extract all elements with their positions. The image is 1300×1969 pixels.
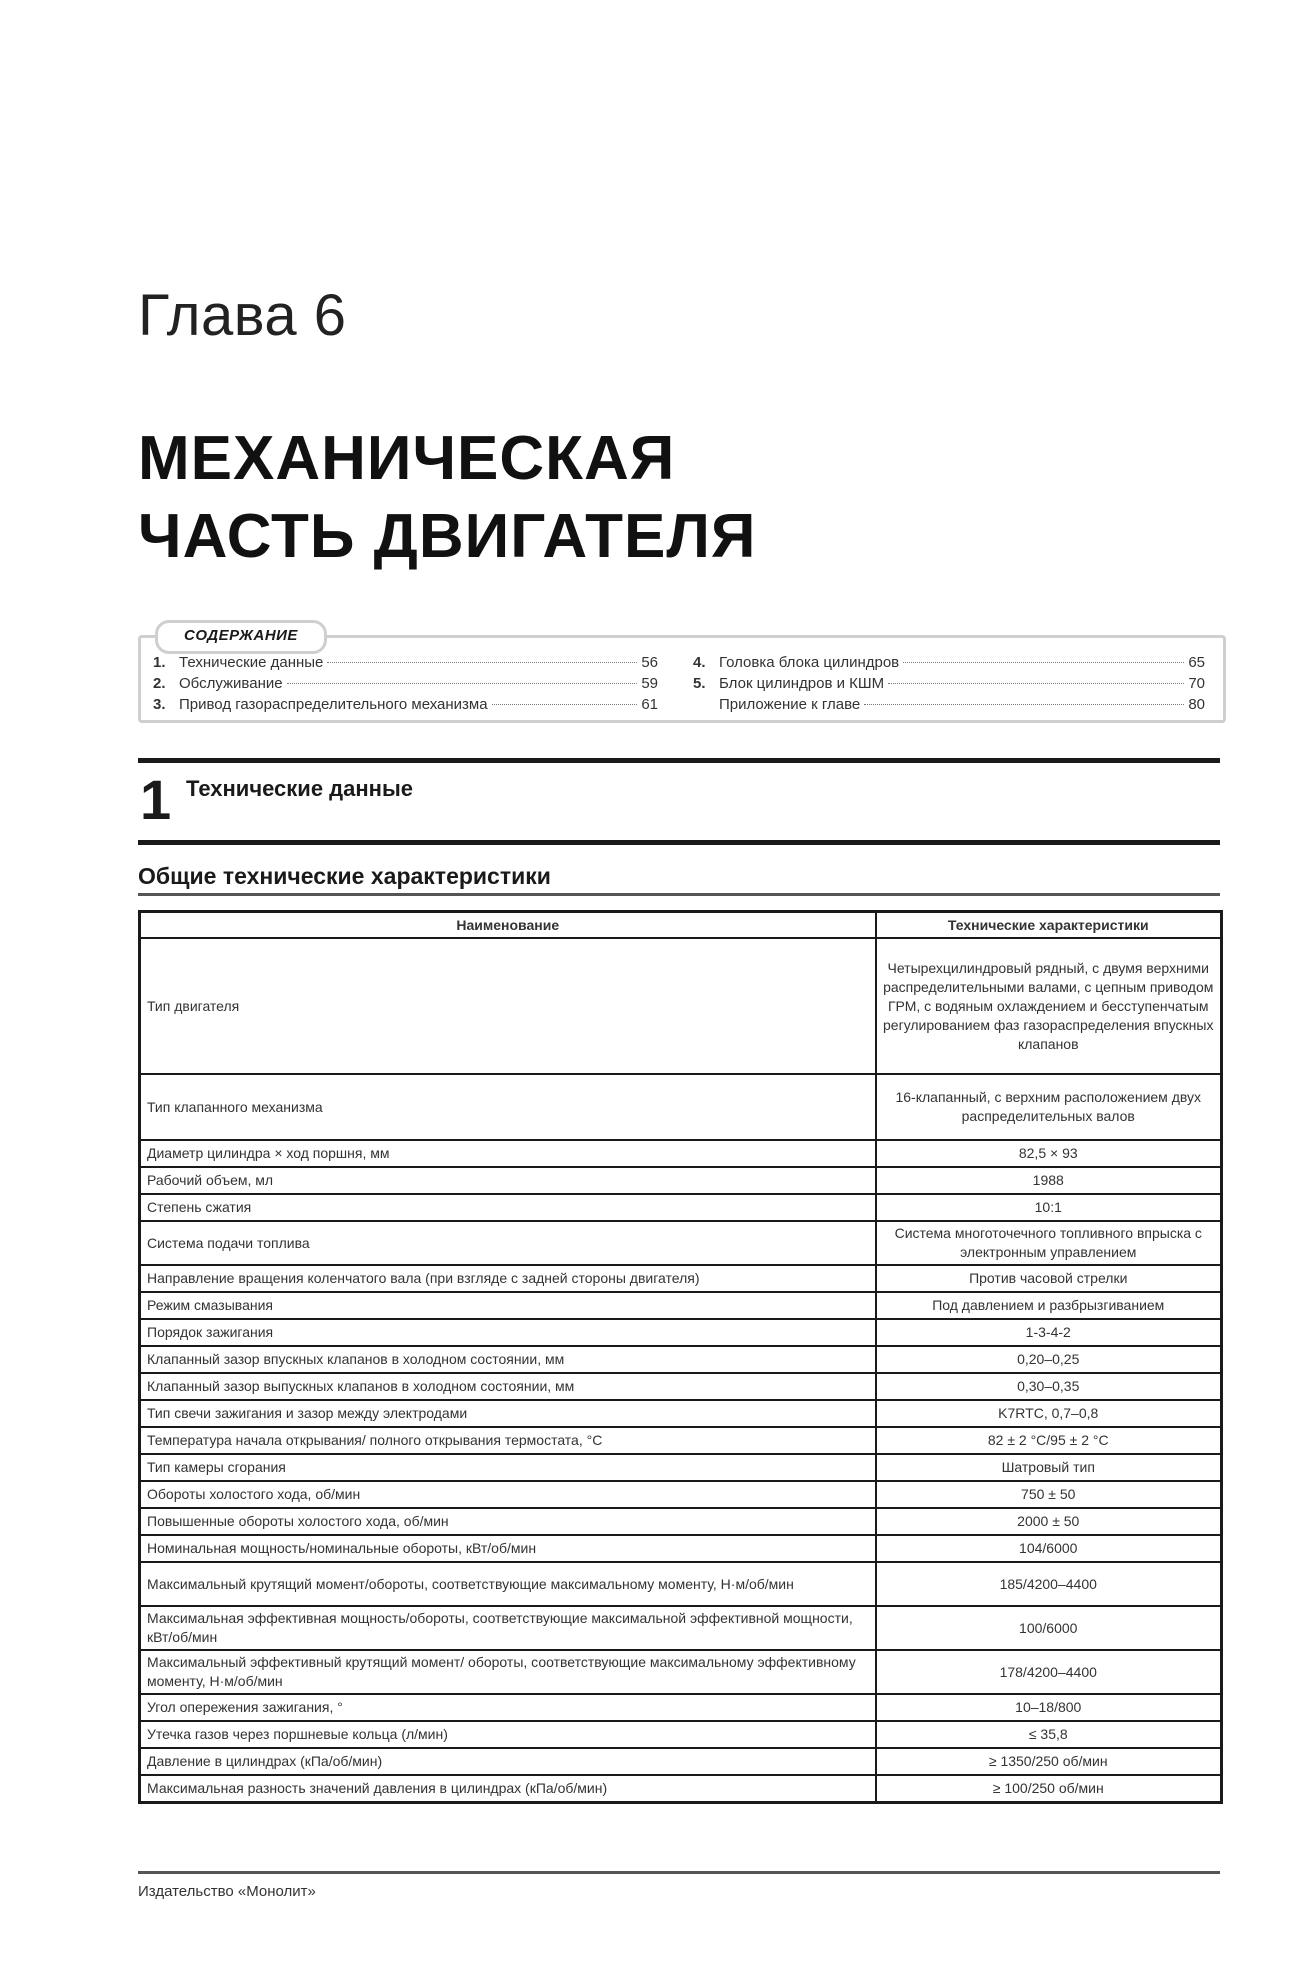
contents-right-column: [693, 652, 1205, 715]
chapter-title-line2: ЧАСТЬ ДВИГАТЕЛЯ: [138, 502, 757, 571]
chapter-label: Глава 6: [138, 283, 347, 348]
contents-item-number: 4.: [693, 654, 706, 671]
contents-item-page: 70: [1188, 675, 1205, 692]
table-row: [140, 1721, 1222, 1748]
contents-left-column: [153, 652, 658, 715]
table-cell-value: 82 ± 2 °C/95 ± 2 °C: [876, 1427, 1222, 1454]
subsection-rule: [138, 893, 1220, 896]
table-cell-name: Температура начала открывания/ полного открывания термостата, °C: [140, 1427, 876, 1454]
table-cell-name: Диаметр цилиндра × ход поршня, мм: [140, 1140, 876, 1167]
table-cell-name: Направление вращения коленчатого вала (при взгляде с задней стороны двигателя): [140, 1265, 876, 1292]
footer-rule: [138, 1871, 1220, 1874]
table-cell-value: 2000 ± 50: [876, 1508, 1222, 1535]
table-row: [140, 1074, 1222, 1140]
table-cell-value: 16-клапанный, с верхним расположением двух распределительных валов: [876, 1074, 1222, 1140]
table-cell-name: Тип свечи зажигания и зазор между электродами: [140, 1400, 876, 1427]
contents-item-page: 59: [641, 675, 658, 692]
table-row: [140, 1508, 1222, 1535]
spec-table-body: [140, 938, 1222, 1802]
table-row: [140, 1292, 1222, 1319]
contents-box: [138, 627, 1226, 723]
table-cell-value: 178/4200–4400: [876, 1650, 1222, 1694]
table-header-row: [140, 912, 1222, 939]
column-header-value: Технические характеристики: [876, 912, 1222, 939]
table-cell-value: Четырехцилиндровый рядный, с двумя верхними распределительными валами, с цепным приводом ГРМ, с водяным охлаждением и бесступенчатым регулированием фаз газораспределения впускных клапанов: [876, 938, 1222, 1074]
table-row: [140, 1319, 1222, 1346]
table-cell-value: 1-3-4-2: [876, 1319, 1222, 1346]
table-row: [140, 1650, 1222, 1694]
contents-leader-dots: [888, 683, 1184, 684]
table-cell-value: 750 ± 50: [876, 1481, 1222, 1508]
contents-item[interactable]: [153, 673, 658, 694]
section-rule-bottom: [138, 840, 1220, 845]
table-cell-name: Порядок зажигания: [140, 1319, 876, 1346]
table-cell-name: Максимальная разность значений давления в цилиндрах (кПа/об/мин): [140, 1775, 876, 1802]
table-cell-value: 100/6000: [876, 1606, 1222, 1650]
table-cell-value: ≥ 1350/250 об/мин: [876, 1748, 1222, 1775]
table-cell-value: Система многоточечного топливного впрыска с электронным управлением: [876, 1221, 1222, 1265]
table-row: [140, 1427, 1222, 1454]
table-cell-name: Клапанный зазор выпускных клапанов в холодном состоянии, мм: [140, 1373, 876, 1400]
contents-item-label: Привод газораспределительного механизма: [179, 696, 488, 713]
contents-item-label: Головка блока цилиндров: [719, 654, 900, 671]
table-cell-value: 0,30–0,35: [876, 1373, 1222, 1400]
table-row: [140, 1562, 1222, 1606]
table-cell-value: 104/6000: [876, 1535, 1222, 1562]
table-cell-value: 10:1: [876, 1194, 1222, 1221]
contents-item[interactable]: [693, 673, 1205, 694]
table-cell-name: Максимальный крутящий момент/обороты, соответствующие максимальному моменту, Н·м/об/мин: [140, 1562, 876, 1606]
contents-item[interactable]: [153, 694, 658, 715]
table-cell-name: Максимальная эффективная мощность/обороты, соответствующие максимальной эффективной мощности, кВт/об/мин: [140, 1606, 876, 1650]
table-cell-name: Тип камеры сгорания: [140, 1454, 876, 1481]
table-cell-name: Степень сжатия: [140, 1194, 876, 1221]
table-cell-name: Максимальный эффективный крутящий момент/ обороты, соответствующие максимальному эффективному моменту, Н·м/об/мин: [140, 1650, 876, 1694]
table-cell-name: Тип двигателя: [140, 938, 876, 1074]
table-row: [140, 1481, 1222, 1508]
contents-item-label: Обслуживание: [179, 675, 283, 692]
table-cell-name: Давление в цилиндрах (кПа/об/мин): [140, 1748, 876, 1775]
table-cell-value: ≥ 100/250 об/мин: [876, 1775, 1222, 1802]
contents-leader-dots: [864, 704, 1184, 705]
table-cell-name: Угол опережения зажигания, °: [140, 1694, 876, 1721]
contents-item-number: 3.: [153, 696, 166, 713]
table-row: [140, 1748, 1222, 1775]
contents-item-number: 2.: [153, 675, 166, 692]
table-row: [140, 1221, 1222, 1265]
table-row: [140, 1194, 1222, 1221]
contents-item[interactable]: [693, 694, 1205, 715]
table-row: [140, 1606, 1222, 1650]
contents-item[interactable]: [153, 652, 658, 673]
table-cell-value: 0,20–0,25: [876, 1346, 1222, 1373]
table-row: [140, 1775, 1222, 1802]
table-row: [140, 938, 1222, 1074]
table-cell-value: ≤ 35,8: [876, 1721, 1222, 1748]
subsection-title: Общие технические характеристики: [138, 863, 551, 889]
section-title: Технические данные: [186, 776, 413, 801]
table-row: [140, 1535, 1222, 1562]
contents-item-page: 80: [1188, 696, 1205, 713]
table-row: [140, 1694, 1222, 1721]
chapter-title-line1: МЕХАНИЧЕСКАЯ: [138, 424, 676, 493]
table-row: [140, 1454, 1222, 1481]
table-row: [140, 1400, 1222, 1427]
footer-publisher: Издательство «Монолит»: [138, 1883, 316, 1900]
contents-leader-dots: [287, 683, 638, 684]
table-row: [140, 1167, 1222, 1194]
table-cell-name: Режим смазывания: [140, 1292, 876, 1319]
table-cell-name: Обороты холостого хода, об/мин: [140, 1481, 876, 1508]
table-cell-value: 82,5 × 93: [876, 1140, 1222, 1167]
table-row: [140, 1140, 1222, 1167]
table-cell-name: Тип клапанного механизма: [140, 1074, 876, 1140]
table-cell-value: Против часовой стрелки: [876, 1265, 1222, 1292]
table-cell-value: 1988: [876, 1167, 1222, 1194]
contents-item[interactable]: [693, 652, 1205, 673]
table-cell-value: 10–18/800: [876, 1694, 1222, 1721]
table-cell-name: Рабочий объем, мл: [140, 1167, 876, 1194]
column-header-name: Наименование: [140, 912, 876, 939]
contents-item-label: Приложение к главе: [719, 696, 861, 713]
contents-leader-dots: [903, 662, 1184, 663]
table-cell-name: Утечка газов через поршневые кольца (л/мин): [140, 1721, 876, 1748]
contents-leader-dots: [327, 662, 637, 663]
table-cell-value: 185/4200–4400: [876, 1562, 1222, 1606]
contents-item-label: Блок цилиндров и КШМ: [719, 675, 885, 692]
section-number: 1: [140, 768, 172, 831]
table-cell-name: Клапанный зазор впускных клапанов в холодном состоянии, мм: [140, 1346, 876, 1373]
spec-table: [138, 910, 1223, 1804]
table-cell-value: K7RTC, 0,7–0,8: [876, 1400, 1222, 1427]
contents-item-number: 5.: [693, 675, 706, 692]
contents-leader-dots: [492, 704, 638, 705]
contents-item-page: 61: [641, 696, 658, 713]
table-cell-name: Повышенные обороты холостого хода, об/мин: [140, 1508, 876, 1535]
table-row: [140, 1346, 1222, 1373]
table-cell-name: Номинальная мощность/номинальные обороты, кВт/об/мин: [140, 1535, 876, 1562]
contents-item-number: 1.: [153, 654, 166, 671]
chapter-title: [138, 420, 756, 576]
table-row: [140, 1373, 1222, 1400]
contents-heading: СОДЕРЖАНИЕ: [155, 620, 327, 654]
section-rule-top: [138, 758, 1220, 763]
contents-item-page: 56: [641, 654, 658, 671]
table-cell-value: Под давлением и разбрызгиванием: [876, 1292, 1222, 1319]
table-row: [140, 1265, 1222, 1292]
table-cell-value: Шатровый тип: [876, 1454, 1222, 1481]
contents-item-page: 65: [1188, 654, 1205, 671]
table-cell-name: Система подачи топлива: [140, 1221, 876, 1265]
contents-item-label: Технические данные: [179, 654, 324, 671]
